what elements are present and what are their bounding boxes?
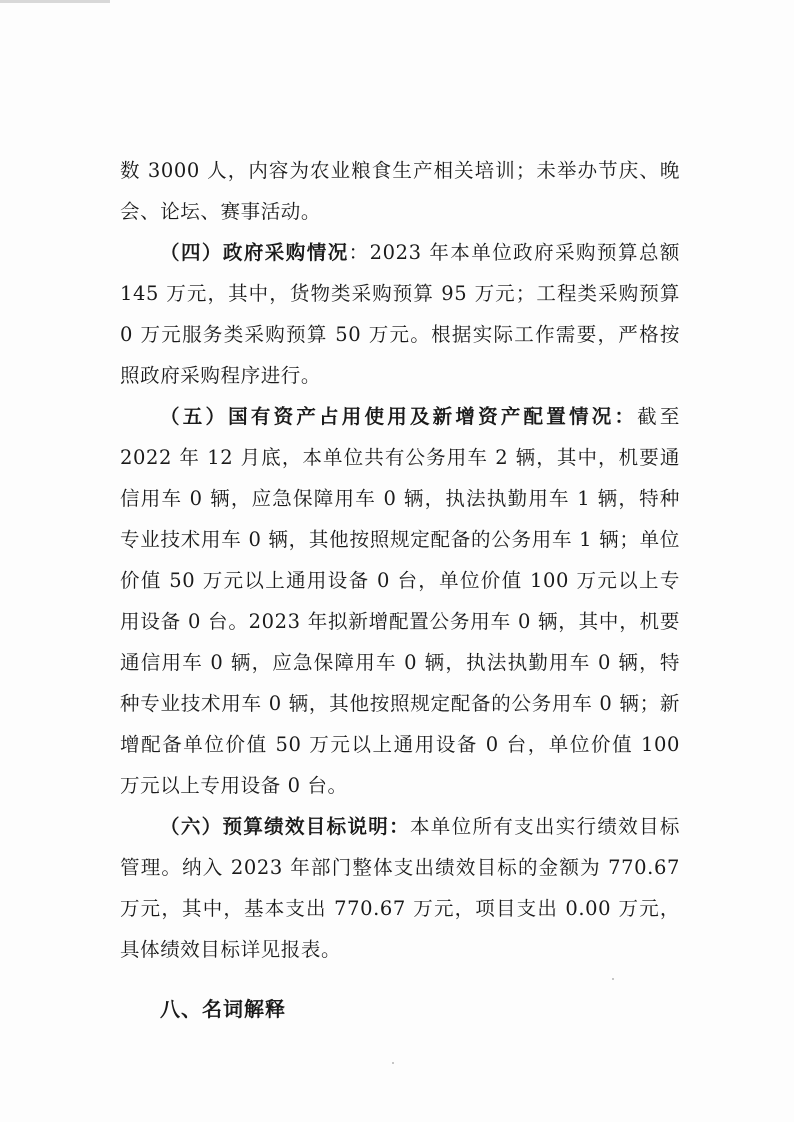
scan-speck (612, 978, 614, 980)
performance-label: （六）预算绩效目标说明： (160, 815, 410, 838)
paragraph-training-text: 数 3000 人，内容为农业粮食生产相关培训；未举办节庆、晚会、论坛、赛事活动。 (120, 159, 680, 223)
procurement-label: （四）政府采购情况 (160, 241, 349, 264)
paragraph-procurement (120, 232, 680, 396)
paragraph-training (120, 150, 680, 232)
performance-text: 本单位所有支出实行绩效目标管理。纳入 2023 年部门整体支出绩效目标的金额为 770.67 万元，其中，基本支出 770.67 万元，项目支出 0.00 万元，具体绩效目标详见报表。 (120, 815, 680, 961)
section-heading: 八、名词解释 (160, 997, 286, 1021)
paragraph-state-assets (120, 396, 680, 806)
state-assets-text: 截至 2022 年 12 月底，本单位共有公务用车 2 辆，其中，机要通信用车 0 辆，应急保障用车 0 辆，执法执勤用车 1 辆，特种专业技术用车 0 辆，其他按照规定配备的公务用车 1 辆；单位价值 50 万元以上通用设备 0 台，单位价值 100 万元以上专用设备 0 台。2023 年拟新增配置公务用车 0 辆，其中，机要通信用车 0 辆，应急保障用车 0 辆，执法执勤用车 0 辆，特种专业技术用车 0 辆，其他按照规定配备的公务用车 0 辆；新增配备单位价值 50 万元以上通用设备 0 台，单位价值 100 万元以上专用设备 0 台。 (120, 405, 680, 797)
document-body (120, 150, 680, 1030)
state-assets-label: （五）国有资产占用使用及新增资产配置情况： (160, 405, 638, 428)
scan-speck (392, 1062, 394, 1064)
paragraph-performance (120, 806, 680, 970)
procurement-text: ：2023 年本单位政府采购预算总额 145 万元，其中，货物类采购预算 95 万元；工程类采购预算 0 万元服务类采购预算 50 万元。根据实际工作需要，严格按照政府采购程序进行。 (120, 241, 681, 387)
scan-edge-mark (0, 0, 110, 3)
